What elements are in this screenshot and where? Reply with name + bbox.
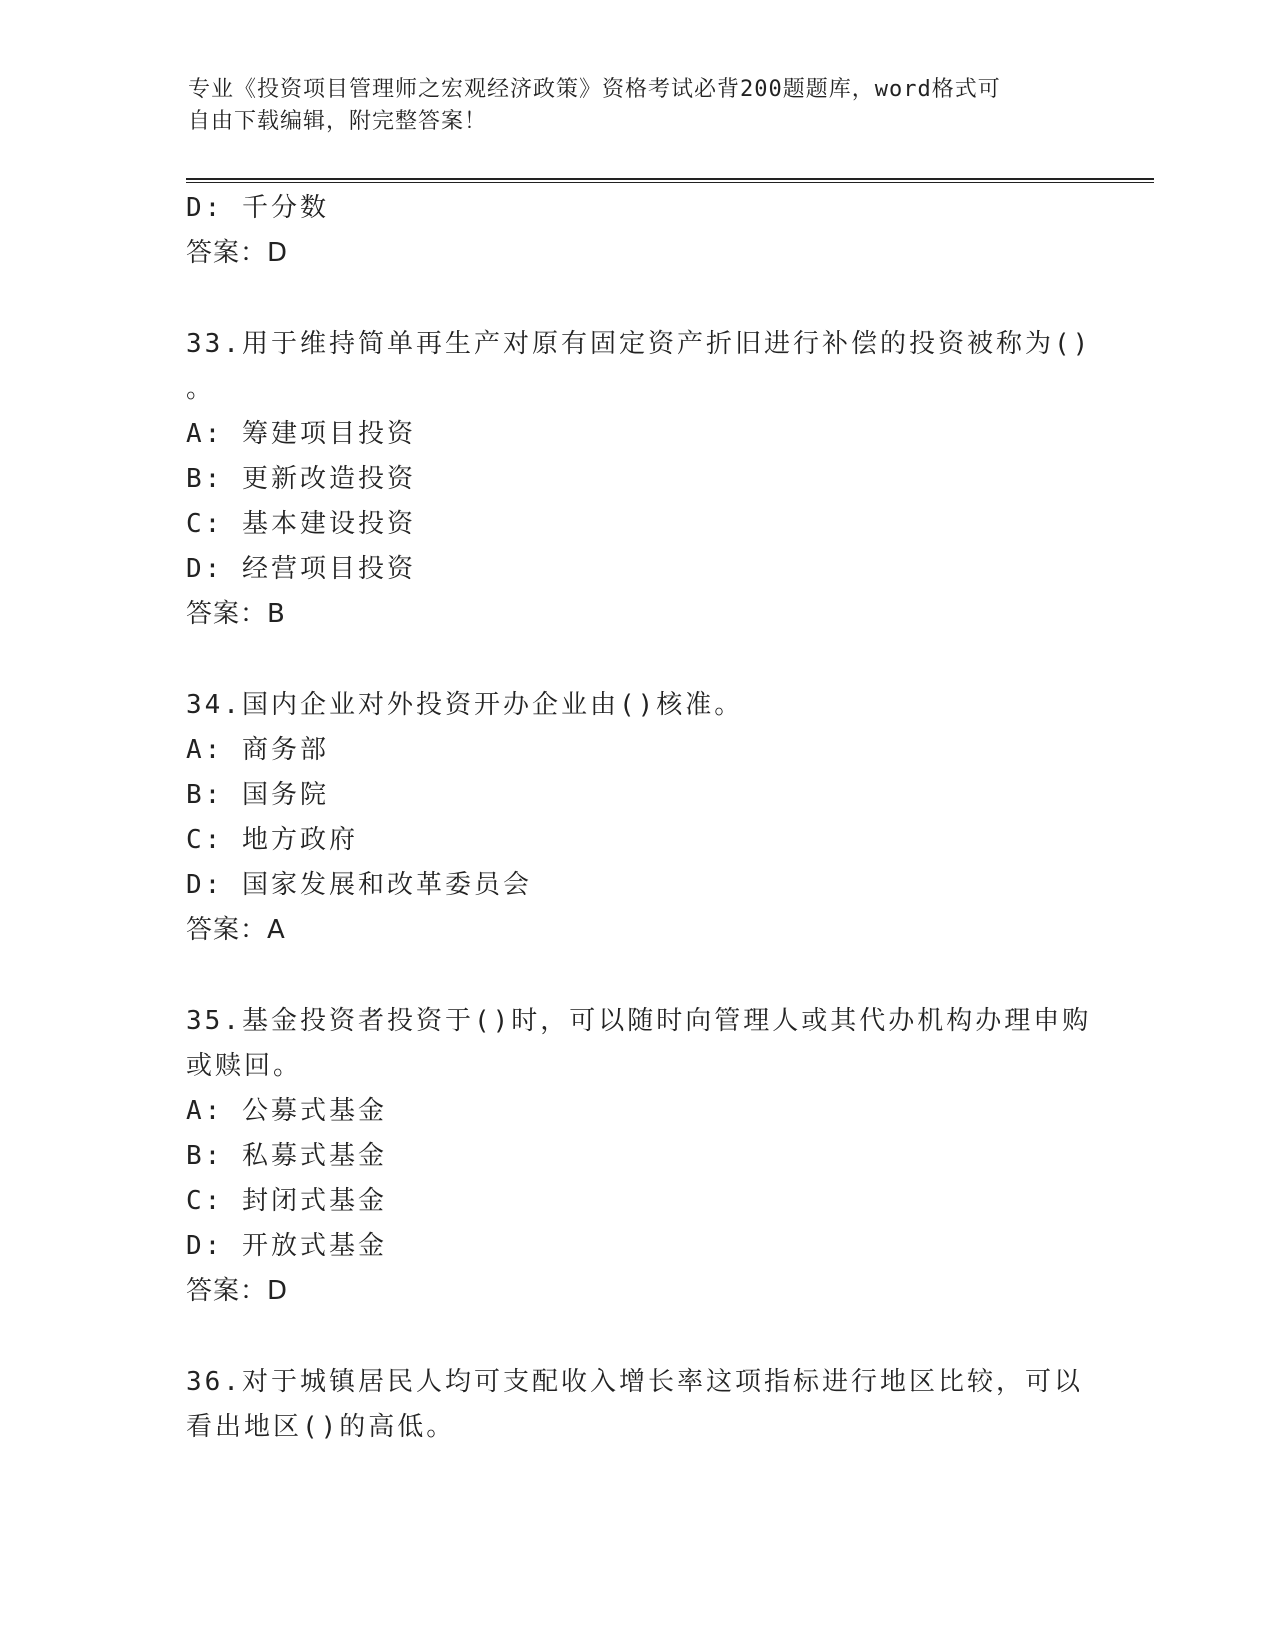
option-a: A: 筹建项目投资 [186, 419, 416, 449]
spacer [186, 637, 1086, 683]
option-b: B: 更新改造投资 [186, 464, 416, 494]
option-b: B: 国务院 [186, 780, 329, 810]
question-34 [186, 683, 1086, 953]
header-title-line-1: 专业《投资项目管理师之宏观经济政策》资格考试必背200题题库，word格式可 [188, 77, 1001, 102]
option-a: A: 公募式基金 [186, 1096, 387, 1126]
question-35 [186, 999, 1092, 1314]
answer-line: 答案：A [186, 915, 286, 945]
option-d: D: 经营项目投资 [186, 554, 416, 584]
question-33 [186, 322, 1092, 637]
answer-line: 答案：D [186, 1276, 289, 1306]
spacer [186, 276, 1086, 322]
option-c: C: 地方政府 [186, 825, 358, 855]
question-list [186, 186, 1092, 1450]
option-b: B: 私募式基金 [186, 1141, 387, 1171]
question-text: 33.用于维持简单再生产对原有固定资产折旧进行补偿的投资被称为() [186, 329, 1092, 359]
option-c: C: 基本建设投资 [186, 509, 416, 539]
spacer [186, 1314, 1086, 1360]
question-36 [186, 1360, 1086, 1450]
option-d: D: 千分数 [186, 193, 329, 223]
document-header [188, 74, 1068, 138]
spacer [186, 953, 1086, 999]
answer-line: 答案：B [186, 599, 286, 629]
header-divider [186, 178, 1154, 183]
header-title-line-2: 自由下载编辑，附完整答案！ [188, 109, 488, 134]
question-text-continued: 看出地区()的高低。 [186, 1412, 456, 1442]
question-text: 36.对于城镇居民人均可支配收入增长率这项指标进行地区比较，可以 [186, 1367, 1083, 1397]
option-d: D: 国家发展和改革委员会 [186, 870, 532, 900]
question-text: 34.国内企业对外投资开办企业由()核准。 [186, 690, 744, 720]
question-text-continued: 或赎回。 [186, 1051, 303, 1081]
option-d: D: 开放式基金 [186, 1231, 387, 1261]
question-text-continued: 。 [186, 374, 216, 404]
option-a: A: 商务部 [186, 735, 329, 765]
answer-line: 答案：D [186, 238, 289, 268]
option-c: C: 封闭式基金 [186, 1186, 387, 1216]
question-text: 35.基金投资者投资于()时，可以随时向管理人或其代办机构办理申购 [186, 1006, 1092, 1036]
